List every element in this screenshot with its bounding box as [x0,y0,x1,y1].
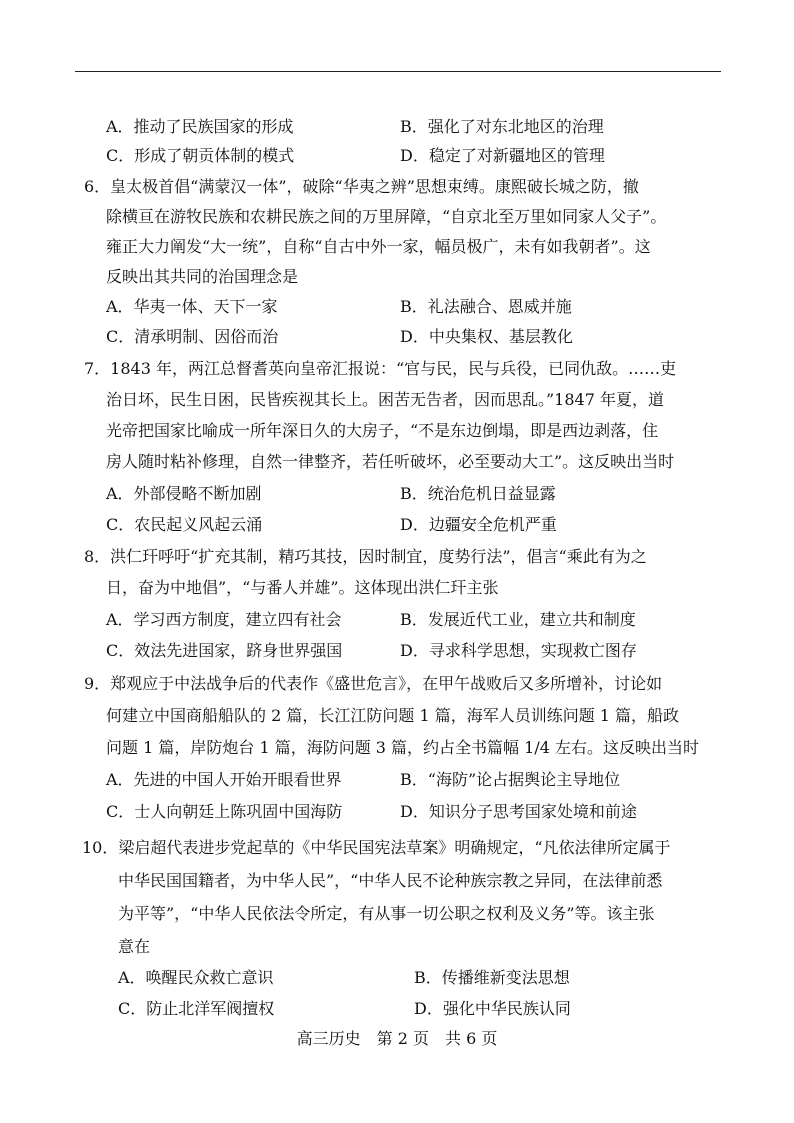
q10-option-b: B．传播维新变法思想 [414,968,570,987]
q7-option-b: B．统治危机日益显露 [400,484,556,503]
q6-stem-line-3: 雍正大力阐发“大一统”，自称“自古中外一家，幅员极广，未有如我朝者”。这 [106,237,651,256]
q8-option-b: B．发展近代工业，建立共和制度 [400,610,636,629]
q7-stem-line-1: 7．1843 年，两江总督耆英向皇帝汇报说：“官与民，民与兵役，已同仇敌。……吏 [84,359,677,378]
q5-option-a: A．推动了民族国家的形成 [106,117,294,136]
q8-option-d: D．寻求科学思想，实现救亡图存 [400,641,637,660]
q7-stem-line-2: 治日坏，民生日困，民皆疾视其长上。困苦无告者，因而思乱。”1847 年夏，道 [106,390,664,409]
q10-option-c: C．防止北洋军阀擅权 [118,999,275,1018]
q8-stem-line-2: 日，奋为中地倡”，“与番人并雄”。这体现出洪仁玕主张 [106,578,499,597]
q5-option-b: B．强化了对东北地区的治理 [400,117,604,136]
q9-option-a: A．先进的中国人开始开眼看世界 [106,770,342,789]
page-footer: 高三历史 第 2 页 共 6 页 [296,1029,498,1048]
q9-option-d: D．知识分子思考国家处境和前途 [400,802,637,821]
q7-option-c: C．农民起义风起云涌 [106,515,263,534]
q6-option-b: B．礼法融合、恩威并施 [400,297,572,316]
q7-stem-line-4: 房人随时粘补修理，自然一律整齐，若任听破坏，必至要动大工”。这反映出当时 [106,452,675,471]
q9-option-c: C．士人向朝廷上陈巩固中国海防 [106,802,343,821]
q9-option-b: B．“海防”论占据舆论主导地位 [400,770,621,789]
q10-stem-line-3: 为平等”，“中华人民依法令所定，有从事一切公职之权利及义务”等。该主张 [118,904,655,923]
q7-stem-line-3: 光帝把国家比喻成一所年深日久的大房子，“不是东边倒塌，即是西边剥落，住 [106,421,659,440]
q10-stem-line-2: 中华民国国籍者，为中华人民”，“中华人民不论种族宗教之异同，在法律前悉 [118,871,663,890]
q8-option-a: A．学习西方制度，建立四有社会 [106,610,342,629]
q6-stem-line-1: 6．皇太极首倡“满蒙汉一体”，破除“华夷之辨”思想束缚。康熙破长城之防，撤 [84,177,639,196]
q9-stem-line-1: 9．郑观应于中法战争后的代表作《盛世危言》，在甲午战败后又多所增补，讨论如 [84,674,663,693]
q6-option-a: A．华夷一体、天下一家 [106,297,278,316]
q10-option-a: A．唤醒民众救亡意识 [118,968,274,987]
q10-stem-line-4: 意在 [118,937,151,956]
q7-option-a: A．外部侵略不断加剧 [106,484,262,503]
q6-stem-line-2: 除横亘在游牧民族和农耕民族之间的万里屏障，“自京北至万里如同家人父子”。 [106,207,667,226]
q9-stem-line-3: 问题 1 篇，岸防炮台 1 篇，海防问题 3 篇，约占全书篇幅 1/4 左右。这反映出当时 [106,738,699,757]
q6-option-d: D．中央集权、基层教化 [400,327,573,346]
q9-stem-line-2: 何建立中国商船船队的 2 篇，长江江防问题 1 篇，海军人员训练问题 1 篇，船政 [106,706,680,725]
q6-stem-line-4: 反映出其共同的治国理念是 [106,267,299,286]
q5-option-c: C．形成了朝贡体制的模式 [106,146,295,165]
header-rule [75,71,721,72]
q6-option-c: C．清承明制、因俗而治 [106,327,279,346]
q10-stem-line-1: 10．梁启超代表进步党起草的《中华民国宪法草案》明确规定，“凡依法律所定属于 [82,838,671,857]
q10-option-d: D．强化中华民族认同 [414,999,571,1018]
q8-stem-line-1: 8．洪仁玕呼吁“扩充其制，精巧其技，因时制宜，度势行法”，倡言“乘此有为之 [84,547,647,566]
q7-option-d: D．边疆安全危机严重 [400,515,557,534]
q8-option-c: C．效法先进国家，跻身世界强国 [106,641,343,660]
q5-option-d: D．稳定了对新疆地区的管理 [400,146,605,165]
